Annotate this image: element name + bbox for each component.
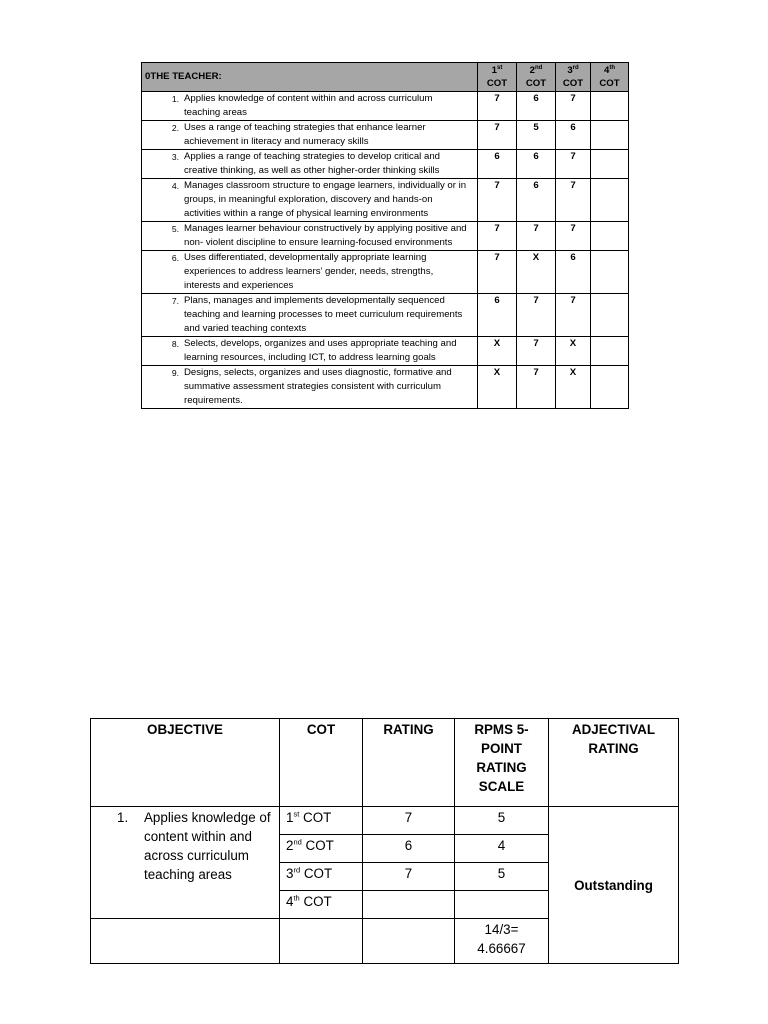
objective-text: Selects, develops, organizes and uses appropriate teaching and learning resources, including ICT, to address learning goals bbox=[184, 338, 457, 363]
score-cell: 5 bbox=[517, 121, 556, 150]
cot-cell bbox=[280, 807, 363, 835]
table-row bbox=[142, 251, 629, 294]
rating-cell: 7 bbox=[363, 863, 455, 891]
score-cell: X bbox=[517, 251, 556, 294]
table-row bbox=[142, 150, 629, 179]
table-row bbox=[142, 92, 629, 121]
cot-label: COT bbox=[303, 866, 333, 881]
score-cell: 6 bbox=[517, 92, 556, 121]
objective-text: Designs, selects, organizes and uses diagnostic, formative and summative assessment strategies consistent with curriculum requirements. bbox=[184, 367, 452, 406]
rpms-rating-table bbox=[90, 718, 679, 964]
objective-cell bbox=[142, 294, 478, 337]
cot-label: COT bbox=[303, 894, 332, 909]
score-cell: X bbox=[478, 337, 517, 366]
score-cell: 7 bbox=[478, 179, 517, 222]
empty-cell bbox=[91, 919, 280, 964]
score-cell bbox=[591, 92, 629, 121]
cot-4-header bbox=[591, 63, 629, 92]
table-row bbox=[142, 179, 629, 222]
rpms-header-row bbox=[91, 719, 679, 807]
score-cell bbox=[591, 121, 629, 150]
objective-number: 6. bbox=[171, 253, 179, 263]
score-cell: 7 bbox=[478, 92, 517, 121]
objective-number: 5. bbox=[171, 224, 179, 234]
ordinal-suffix: th bbox=[293, 893, 300, 903]
cot-cell bbox=[280, 891, 363, 919]
table-row bbox=[91, 807, 679, 835]
score-cell bbox=[591, 150, 629, 179]
adjectival-rating-cell: Outstanding bbox=[549, 807, 679, 964]
objective-cell bbox=[142, 179, 478, 222]
ordinal-suffix: st bbox=[497, 64, 503, 71]
teacher-header: 0THE TEACHER: bbox=[142, 63, 478, 92]
score-cell: 7 bbox=[556, 222, 591, 251]
objective-number: 1. bbox=[171, 94, 179, 104]
objective-text: Applies knowledge of content within and across curriculum teaching areas bbox=[184, 93, 433, 118]
rating-cell: 6 bbox=[363, 835, 455, 863]
cot-number: 3 bbox=[286, 866, 294, 881]
score-cell bbox=[591, 294, 629, 337]
score-cell: 7 bbox=[517, 294, 556, 337]
score-cell bbox=[591, 222, 629, 251]
cot-scores-table bbox=[141, 62, 629, 409]
rating-cell: 7 bbox=[363, 807, 455, 835]
score-cell bbox=[591, 251, 629, 294]
objective-cell bbox=[142, 222, 478, 251]
score-cell: 7 bbox=[478, 251, 517, 294]
cot-label: COT bbox=[562, 78, 584, 89]
objective-text: Manages learner behaviour constructively by applying positive and non- violent discipline to ensure learning-focused environments bbox=[184, 223, 467, 248]
score-cell: 6 bbox=[556, 121, 591, 150]
score-cell bbox=[591, 337, 629, 366]
ordinal-suffix: nd bbox=[535, 64, 543, 71]
score-cell: 7 bbox=[556, 92, 591, 121]
cot-label: COT bbox=[525, 78, 547, 89]
score-cell: X bbox=[556, 337, 591, 366]
rpms-cell: 4 bbox=[455, 835, 549, 863]
table-row bbox=[142, 294, 629, 337]
cot-label: COT bbox=[599, 78, 620, 89]
score-cell: X bbox=[478, 366, 517, 409]
cot-label: COT bbox=[305, 838, 334, 853]
objective-text: Uses a range of teaching strategies that enhance learner achievement in literacy and numeracy skills bbox=[184, 122, 426, 147]
cot-1-header bbox=[478, 63, 517, 92]
objective-text: Applies knowledge of content within and across curriculum teaching areas bbox=[144, 810, 271, 882]
ordinal-suffix: th bbox=[609, 64, 615, 71]
empty-cell bbox=[363, 919, 455, 964]
ordinal-suffix: st bbox=[293, 809, 300, 819]
ordinal-suffix: rd bbox=[293, 865, 301, 875]
score-cell: 6 bbox=[517, 179, 556, 222]
objective-number: 9. bbox=[171, 368, 179, 378]
cot-header: COT bbox=[280, 719, 363, 807]
score-cell bbox=[591, 179, 629, 222]
score-cell bbox=[591, 366, 629, 409]
objective-cell bbox=[91, 807, 280, 919]
rating-cell bbox=[363, 891, 455, 919]
rating-header: RATING bbox=[363, 719, 455, 807]
score-cell: 7 bbox=[478, 121, 517, 150]
adjectival-rating-header: ADJECTIVAL RATING bbox=[549, 719, 679, 807]
score-cell: 7 bbox=[556, 294, 591, 337]
score-cell: 7 bbox=[517, 222, 556, 251]
cot-number: 1 bbox=[491, 65, 497, 76]
score-cell: 7 bbox=[556, 150, 591, 179]
table-row bbox=[142, 222, 629, 251]
cot-label: COT bbox=[486, 78, 508, 89]
objective-number: 1. bbox=[117, 810, 129, 825]
objective-cell bbox=[142, 251, 478, 294]
cot-number: 4 bbox=[603, 65, 610, 76]
score-cell: 6 bbox=[556, 251, 591, 294]
cot-number: 3 bbox=[567, 65, 573, 76]
objective-number: 3. bbox=[171, 152, 179, 162]
objective-number: 7. bbox=[171, 296, 179, 306]
score-cell: X bbox=[556, 366, 591, 409]
empty-cell bbox=[280, 919, 363, 964]
table-row bbox=[142, 121, 629, 150]
score-cell: 6 bbox=[478, 294, 517, 337]
cot-number: 4 bbox=[286, 894, 294, 909]
cot-number: 1 bbox=[286, 810, 294, 825]
objective-cell bbox=[142, 92, 478, 121]
rpms-cell: 5 bbox=[455, 863, 549, 891]
objective-cell bbox=[142, 121, 478, 150]
average-computation-cell: 14/3= 4.66667 bbox=[455, 919, 549, 964]
objective-cell bbox=[142, 150, 478, 179]
objective-number: 8. bbox=[171, 339, 179, 349]
rpms-scale-header: RPMS 5-POINT RATING SCALE bbox=[455, 719, 549, 807]
objective-header: OBJECTIVE bbox=[91, 719, 280, 807]
objective-number: 4. bbox=[171, 181, 179, 191]
rpms-cell bbox=[455, 891, 549, 919]
table-row bbox=[142, 337, 629, 366]
cot-2-header bbox=[517, 63, 556, 92]
objective-number: 2. bbox=[171, 123, 179, 133]
score-cell: 7 bbox=[517, 366, 556, 409]
score-cell: 7 bbox=[556, 179, 591, 222]
objective-text: Manages classroom structure to engage learners, individually or in groups, in meaningful exploration, discovery and hands-on activities within a range of physical learning environments bbox=[184, 180, 467, 219]
cot-number: 2 bbox=[286, 838, 294, 853]
table-row bbox=[142, 366, 629, 409]
cot-number: 2 bbox=[529, 65, 535, 76]
cot-cell bbox=[280, 835, 363, 863]
score-cell: 7 bbox=[517, 337, 556, 366]
ordinal-suffix: rd bbox=[572, 64, 579, 71]
cot-label: COT bbox=[303, 810, 332, 825]
ordinal-suffix: nd bbox=[293, 837, 302, 847]
objective-text: Plans, manages and implements developmentally sequenced teaching and learning processes to meet curriculum requirements and varied teaching contexts bbox=[184, 295, 463, 334]
objective-cell bbox=[142, 366, 478, 409]
cot-scores-header-row bbox=[142, 63, 629, 92]
score-cell: 7 bbox=[478, 222, 517, 251]
objective-text: Applies a range of teaching strategies to develop critical and creative thinking, as well as other higher-order thinking skills bbox=[184, 151, 440, 176]
objective-text: Uses differentiated, developmentally appropriate learning experiences to address learners’ gender, needs, strengths, interests and experiences bbox=[184, 252, 434, 291]
objective-cell bbox=[142, 337, 478, 366]
cot-3-header bbox=[556, 63, 591, 92]
score-cell: 6 bbox=[517, 150, 556, 179]
score-cell: 6 bbox=[478, 150, 517, 179]
rpms-cell: 5 bbox=[455, 807, 549, 835]
cot-cell bbox=[280, 863, 363, 891]
